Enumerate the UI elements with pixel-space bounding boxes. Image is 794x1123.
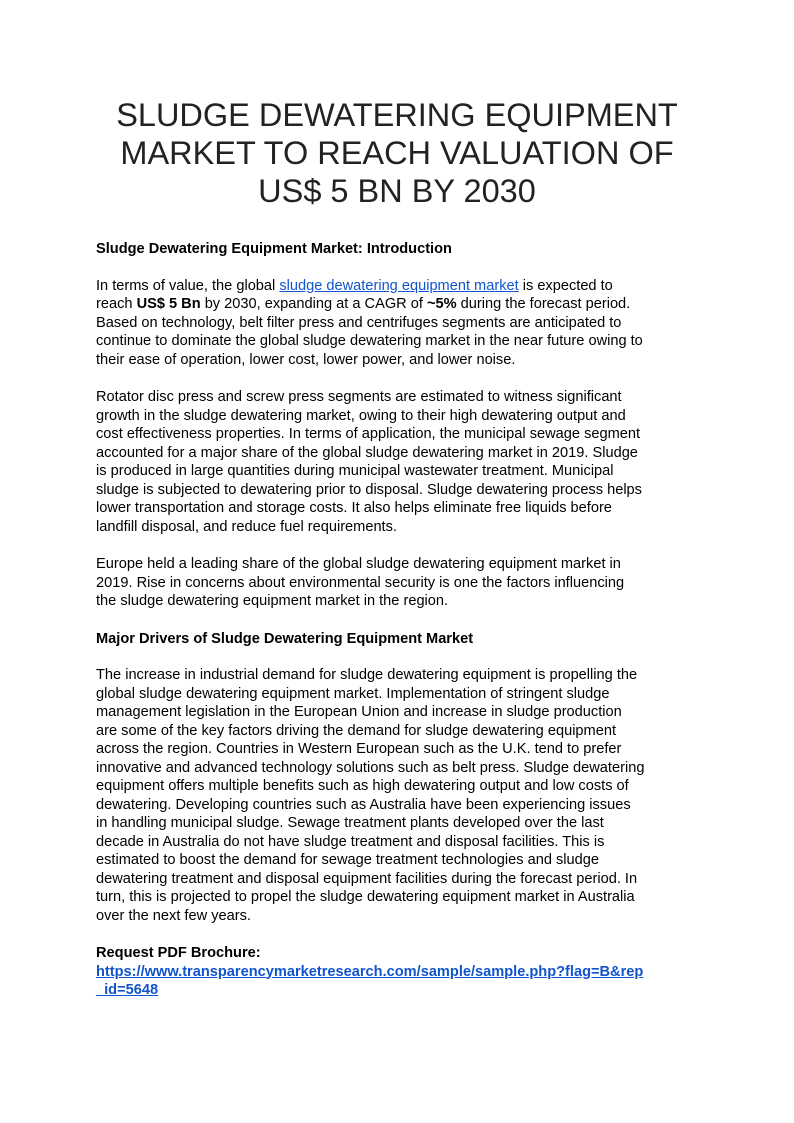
- intro-p3-line: the sludge dewatering equipment market in the region.: [96, 593, 449, 609]
- brochure-link-line-2[interactable]: _id=5648: [96, 982, 159, 998]
- intro-paragraph-2: [96, 388, 698, 536]
- brochure-block: [96, 944, 698, 1000]
- drivers-line: in handling municipal sludge. Sewage treatment plants developed over the last: [96, 815, 604, 831]
- drivers-line: equipment offers multiple benefits such as high dewatering output and low costs of: [96, 778, 629, 794]
- market-value: US$ 5 Bn: [136, 296, 201, 312]
- drivers-line: global sludge dewatering equipment market. Implementation of stringent sludge: [96, 685, 610, 702]
- drivers-line: estimated to boost the demand for sewage treatment technologies and sludge: [96, 852, 599, 868]
- cagr-value: ~5%: [427, 296, 457, 312]
- page-title: [96, 96, 698, 210]
- drivers-paragraph: [96, 666, 698, 925]
- intro-paragraph-1: [96, 277, 698, 370]
- intro-p3-line: Europe held a leading share of the global sludge dewatering equipment market in: [96, 556, 621, 572]
- drivers-line: are some of the key factors driving the demand for sludge dewatering equipment: [96, 722, 616, 739]
- intro-p2-line: lower transportation and storage costs. It also helps eliminate free liquids before: [96, 500, 612, 516]
- intro-p2-line: growth in the sludge dewatering market, owing to their high dewatering output and: [96, 407, 626, 424]
- intro-p1-line-2: reach US$ 5 Bn by 2030, expanding at a CAGR of ~5% during the forecast period.: [96, 296, 631, 312]
- intro-paragraph-3: [96, 555, 698, 611]
- intro-p2-line: cost effectiveness properties. In terms of application, the municipal sewage segment: [96, 426, 641, 442]
- drivers-line: The increase in industrial demand for sludge dewatering equipment is propelling the: [96, 667, 638, 683]
- intro-p1-line-3: Based on technology, belt filter press and centrifuges segments are anticipated to: [96, 314, 622, 331]
- title-line-1: SLUDGE DEWATERING EQUIPMENT: [116, 97, 678, 133]
- intro-p1-line-4: continue to dominate the global sludge dewatering market in the near future owing to: [96, 333, 643, 349]
- intro-p3-line: 2019. Rise in concerns about environmental security is one the factors influencing: [96, 574, 625, 591]
- drivers-line: management legislation in the European Union and increase in sludge production: [96, 704, 622, 720]
- drivers-line: innovative and advanced technology solutions such as belt press. Sludge dewatering: [96, 759, 645, 776]
- intro-p2-line: accounted for a major share of the global sludge dewatering market in 2019. Sludge: [96, 444, 638, 461]
- brochure-label: Request PDF Brochure:: [96, 945, 261, 961]
- title-line-3: US$ 5 BN BY 2030: [258, 173, 536, 209]
- drivers-heading: Major Drivers of Sludge Dewatering Equipment Market: [96, 630, 474, 647]
- drivers-line: dewatering treatment and disposal equipment facilities during the forecast period. In: [96, 870, 638, 887]
- intro-p2-line: landfill disposal, and reduce fuel requirements.: [96, 518, 397, 535]
- intro-heading: Sludge Dewatering Equipment Market: Introduction: [96, 241, 452, 257]
- brochure-link-line-1[interactable]: https://www.transparencymarketresearch.com/sample/sample.php?flag=B&rep: [96, 963, 644, 980]
- intro-p2-line: is produced in large quantities during municipal wastewater treatment. Municipal: [96, 463, 614, 479]
- drivers-line: over the next few years.: [96, 907, 251, 924]
- intro-p1-line-5: their ease of operation, lower cost, lower power, and lower noise.: [96, 351, 516, 368]
- drivers-line: across the region. Countries in Western European such as the U.K. tend to prefer: [96, 741, 622, 757]
- title-line-2: MARKET TO REACH VALUATION OF: [120, 135, 674, 171]
- intro-p2-line: sludge is subjected to dewatering prior to disposal. Sludge dewatering process helps: [96, 481, 642, 498]
- drivers-line: decade in Australia do not have sludge treatment and disposal facilities. This is: [96, 833, 605, 850]
- intro-p1-line-1: In terms of value, the global sludge dewatering equipment market is expected to: [96, 277, 613, 294]
- drivers-line: dewatering. Developing countries such as Australia have been experiencing issues: [96, 796, 631, 813]
- intro-p2-line: Rotator disc press and screw press segments are estimated to witness significant: [96, 389, 622, 405]
- market-link[interactable]: sludge dewatering equipment market: [279, 277, 519, 294]
- drivers-line: turn, this is projected to propel the sludge dewatering equipment market in Australia: [96, 889, 635, 905]
